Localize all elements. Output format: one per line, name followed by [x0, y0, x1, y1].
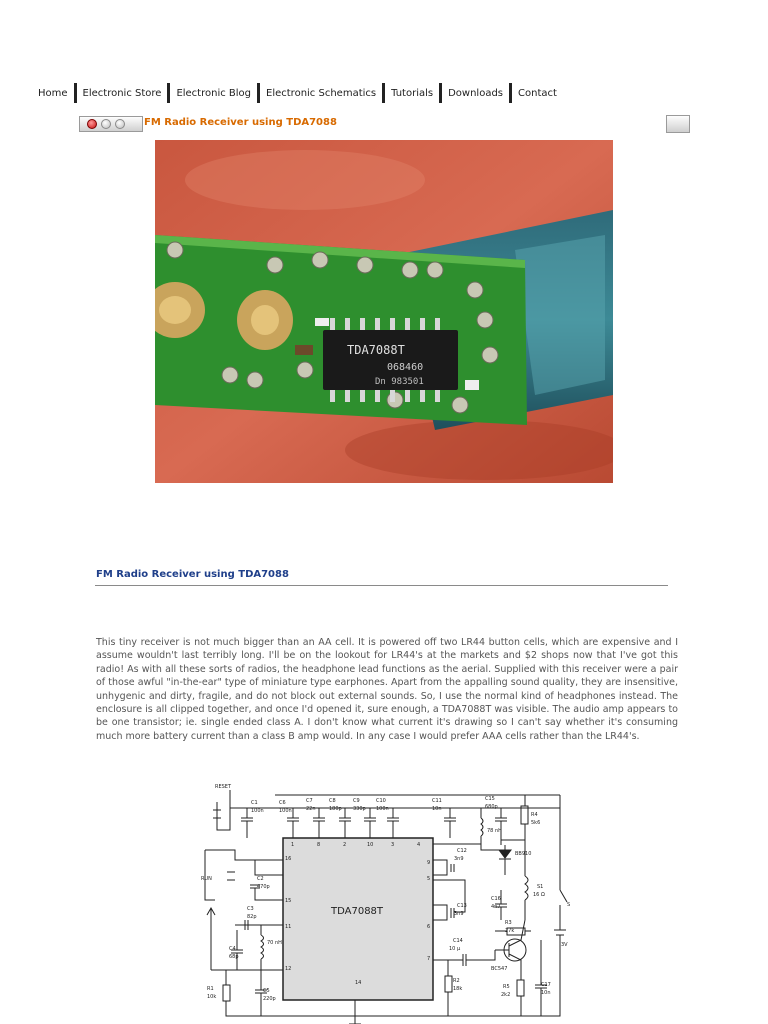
- label-c12: C12: [457, 848, 467, 854]
- label-c5: C5: [263, 988, 270, 994]
- label-reset: RESET: [215, 784, 232, 790]
- label-speaker: S1: [537, 884, 544, 890]
- pin-5: 5: [427, 876, 431, 882]
- window-titlebar: [79, 116, 143, 132]
- label-c11: C11: [432, 798, 442, 804]
- pin-11: 11: [285, 924, 292, 930]
- pin-8: 8: [317, 842, 321, 848]
- window-title: FM Radio Receiver using TDA7088: [144, 117, 337, 128]
- minimize-window-icon[interactable]: [101, 119, 111, 129]
- label-c3v: 82p: [247, 914, 257, 920]
- label-l1v: 70 nH: [267, 940, 282, 946]
- nav-electronic-blog[interactable]: Electronic Blog: [176, 87, 252, 99]
- label-l2v: 78 nH: [487, 828, 502, 834]
- pin-16: 16: [285, 856, 292, 862]
- label-c10v: 100n: [376, 806, 389, 812]
- label-c2v: 470p: [257, 884, 270, 890]
- label-c1: C1: [251, 800, 258, 806]
- nav-downloads[interactable]: Downloads: [448, 87, 504, 99]
- article-body: This tiny receiver is not much bigger than an AA cell. It is powered off two LR44 button cells, which are expensive and I assume wouldn't last terribly long. I'll be on the lookout for LR44's at the markets and $2 shops now that I've got this radio! As with all these sorts of radios, the headphone lead functions as the aerial. Supplied with this receiver were a pair of those awful "in-the-ear" type of miniature type earphones. Apart from the appalling sound quality, they are insensitive, unhygenic and dirty, fragile, and do not block out external sounds. So, I use the normal kind of headphones instead. The enclosure is all clipped together, and once I'd opened it, sure enough, a TDA7088T was visible. The audio amp appears to be one transistor; ie. single ended class A. I don't know what current it's drawing so I can't say whether it's consuming much more battery current than a class B amp would. In any case I would prefer AAA cells rather than the LR44's.: [96, 637, 678, 742]
- label-c9: C9: [353, 798, 360, 804]
- pin-7: 7: [427, 956, 431, 962]
- label-switch: S: [567, 902, 571, 908]
- label-c6v: 100n: [279, 808, 292, 814]
- ic-body: [283, 838, 433, 1000]
- label-c4v: 68p: [229, 954, 239, 960]
- label-run: RUN: [201, 876, 212, 882]
- label-r1: R1: [207, 986, 214, 992]
- label-c8v: 180p: [329, 806, 342, 812]
- label-r3v: 27k: [505, 928, 515, 934]
- nav-electronic-schematics[interactable]: Electronic Schematics: [266, 87, 377, 99]
- pin-14: 14: [355, 980, 362, 986]
- label-c16v: 4n7: [491, 904, 501, 910]
- pcb-photo-image: [155, 140, 613, 483]
- label-c7v: 22n: [306, 806, 316, 812]
- label-c14: C14: [453, 938, 463, 944]
- chip-code-2: Dn 983501: [375, 377, 424, 387]
- pin-12: 12: [285, 966, 292, 972]
- label-r2v: 18k: [453, 986, 463, 992]
- chip-label: TDA7088T: [347, 343, 405, 357]
- chip-code-1: 068460: [387, 362, 424, 373]
- label-c15v: 680p: [485, 804, 498, 810]
- nav-home[interactable]: Home: [38, 87, 68, 99]
- label-r5: R5: [503, 984, 510, 990]
- label-diode: BB910: [515, 851, 532, 857]
- pin-3: 3: [391, 842, 395, 848]
- label-r3: R3: [505, 920, 512, 926]
- label-c16: C16: [491, 896, 501, 902]
- label-r4: R4: [531, 812, 538, 818]
- close-window-icon[interactable]: [87, 119, 97, 129]
- label-c1v: 100n: [251, 808, 264, 814]
- label-r5v: 2k2: [501, 992, 511, 998]
- label-speaker-v: 16 Ω: [533, 892, 545, 898]
- label-r1v: 10k: [207, 994, 217, 1000]
- label-c2: C2: [257, 876, 264, 882]
- label-c12v: 3n9: [454, 856, 464, 862]
- label-c3: C3: [247, 906, 254, 912]
- label-c13v: 3n9: [454, 911, 464, 917]
- label-r4v: 5k6: [531, 820, 541, 826]
- circuit-schematic: [195, 780, 573, 1024]
- label-c17: C17: [541, 982, 551, 988]
- label-battery: 3V: [561, 942, 568, 948]
- label-c13: C13: [457, 903, 467, 909]
- nav-electronic-store[interactable]: Electronic Store: [82, 87, 162, 99]
- nav-contact[interactable]: Contact: [518, 87, 557, 99]
- top-nav: [32, 82, 563, 104]
- pin-4: 4: [417, 842, 421, 848]
- ic-label: TDA7088T: [331, 906, 384, 917]
- label-c6: C6: [279, 800, 286, 806]
- pin-1: 1: [291, 842, 295, 848]
- pin-2: 2: [343, 842, 347, 848]
- label-c7: C7: [306, 798, 313, 804]
- pin-9: 9: [427, 860, 431, 866]
- label-c9v: 330p: [353, 806, 366, 812]
- label-c17v: 10n: [541, 990, 551, 996]
- maximize-window-icon[interactable]: [115, 119, 125, 129]
- label-r2: R2: [453, 978, 460, 984]
- label-c15: C15: [485, 796, 495, 802]
- label-c11v: 10n: [432, 806, 442, 812]
- label-c10: C10: [376, 798, 386, 804]
- pin-6: 6: [427, 924, 431, 930]
- pin-15: 15: [285, 898, 292, 904]
- article-heading: FM Radio Receiver using TDA7088: [96, 569, 289, 580]
- nav-tutorials[interactable]: Tutorials: [391, 87, 434, 99]
- label-c4: C4: [229, 946, 236, 952]
- pin-10: 10: [367, 842, 374, 848]
- label-c5v: 220p: [263, 996, 276, 1002]
- label-c14v: 10 µ: [449, 946, 461, 952]
- heading-divider: [95, 585, 668, 586]
- pcb-photo: [155, 140, 613, 483]
- label-c8: C8: [329, 798, 336, 804]
- label-transistor: BC547: [491, 966, 508, 972]
- window-toolbar-button[interactable]: [666, 115, 690, 133]
